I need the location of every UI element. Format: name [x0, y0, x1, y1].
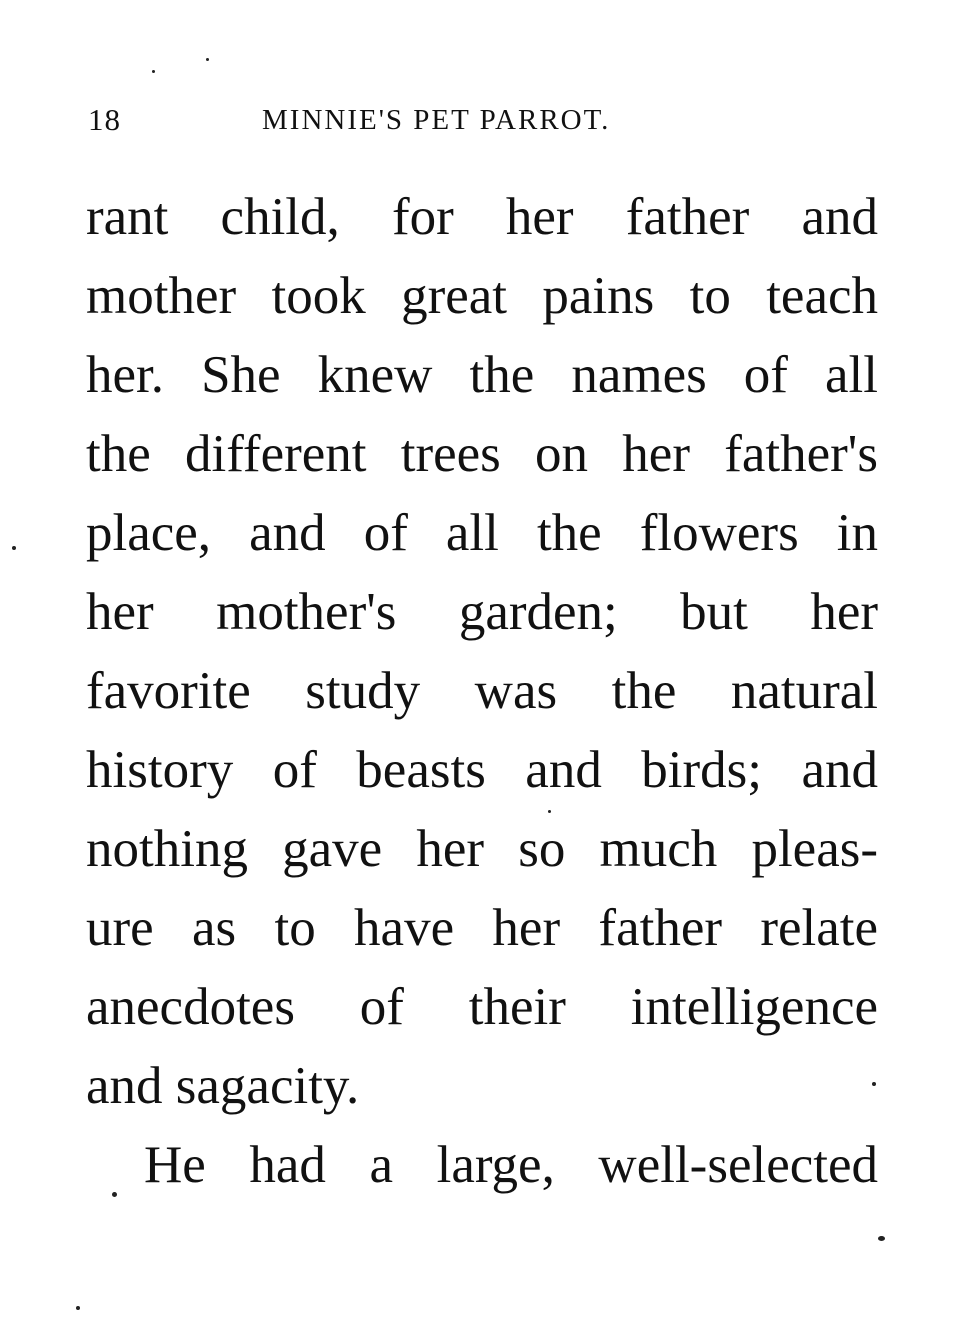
scan-speck — [206, 58, 209, 61]
body-text — [86, 178, 878, 1205]
page-header — [88, 102, 888, 142]
text-line: anecdotes of their intelligence — [86, 978, 878, 1036]
text-line: ure as to have her father relate — [86, 899, 878, 957]
scan-speck — [548, 810, 551, 813]
text-line: her mother's garden; but her — [86, 583, 878, 641]
text-line: her. She knew the names of all — [86, 346, 878, 404]
scan-speck — [76, 1306, 80, 1310]
text-line: history of beasts and birds; and — [86, 741, 878, 799]
text-line: nothing gave her so much pleas- — [86, 820, 878, 878]
scan-speck — [152, 70, 155, 73]
text-line: rant child, for her father and — [86, 188, 878, 246]
scan-speck — [872, 1082, 876, 1086]
text-line: He had a large, well-selected — [144, 1136, 878, 1194]
page-number: 18 — [88, 102, 121, 137]
scan-speck — [878, 1236, 885, 1241]
running-title: MINNIE'S PET PARROT. — [262, 104, 611, 136]
text-line: the different trees on her father's — [86, 425, 878, 483]
text-line: favorite study was the natural — [86, 662, 878, 720]
text-line: place, and of all the flowers in — [86, 504, 878, 562]
scan-speck — [12, 546, 16, 550]
scan-speck — [112, 1192, 117, 1197]
text-line: and sagacity. — [86, 1057, 360, 1115]
text-line: mother took great pains to teach — [86, 267, 878, 325]
